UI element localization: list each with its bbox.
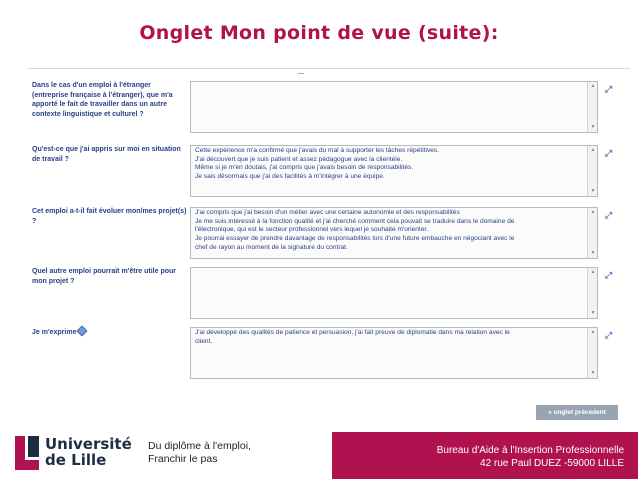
motto	[148, 440, 251, 466]
office-address: 42 rue Paul DUEZ -59000 LILLE	[480, 457, 624, 469]
university-logo	[12, 434, 132, 474]
scroll-down-icon[interactable]: ▼	[590, 250, 596, 256]
answer-line: Cette expérience m'a confirmé que j'avais du mal à supporter les tâches répétitives.	[195, 147, 440, 154]
question-label: Cet emploi a-t-il fait évoluer mon/mes projet(s) ?	[32, 208, 187, 225]
answer-line: J'ai développé des qualités de patience et persuasion, j'ai fait preuve de diplomatie dans ma relation avec le	[195, 329, 510, 336]
answer-textarea-other-job[interactable]	[190, 267, 598, 319]
scroll-down-icon[interactable]: ▼	[590, 310, 596, 316]
expand-icon[interactable]: ⤢	[604, 210, 613, 220]
textarea-scrollbar[interactable]	[587, 268, 597, 318]
expand-icon[interactable]: ⤢	[604, 330, 613, 340]
textarea-scrollbar[interactable]	[587, 82, 597, 132]
expand-icon[interactable]: ⤢	[604, 270, 613, 280]
answer-line: Je me suis intéressé à la fonction qualité et j'ai cherché comment cela pouvait se traduire dans le domaine de	[195, 217, 515, 225]
logo-line-2: de Lille	[45, 451, 107, 469]
answer-line: Je sais désormais que j'ai des facilités à m'intégrer à une équipe.	[195, 173, 385, 181]
answer-line: J'ai découvert que je suis patient et assez pédagogue avec la clientèle.	[195, 155, 403, 163]
university-logo-icon	[12, 434, 42, 472]
question-label: Qu'est-ce que j'ai appris sur moi en situation de travail ?	[32, 146, 181, 163]
textarea-scrollbar[interactable]	[587, 146, 597, 196]
answer-line: chef de rayon au moment de la signature du contrat.	[195, 243, 348, 251]
answer-line: Même si je m'en doutais, j'ai compris que j'avais besoin de responsabilités.	[195, 164, 414, 172]
question-label-text: Je m'exprime	[32, 329, 77, 336]
office-banner	[332, 432, 638, 479]
scroll-down-icon[interactable]: ▼	[590, 188, 596, 194]
info-icon[interactable]	[77, 325, 88, 336]
answer-line: J'ai compris que j'ai besoin d'un métier avec une certaine autonomie et des responsabilités	[195, 209, 460, 216]
scroll-up-icon[interactable]: ▲	[590, 83, 596, 89]
scroll-down-icon[interactable]: ▼	[590, 370, 596, 376]
scroll-down-icon[interactable]: ▼	[590, 124, 596, 130]
motto-line-1: Du diplôme à l'emploi,	[148, 440, 251, 452]
scroll-up-icon[interactable]: ▲	[590, 329, 596, 335]
expand-icon[interactable]: ⤢	[604, 148, 613, 158]
office-name: Bureau d'Aide à l'Insertion Professionnelle	[436, 445, 624, 456]
answer-textarea-learned[interactable]	[190, 145, 598, 197]
previous-tab-button[interactable]: « onglet précédent	[536, 405, 618, 420]
textarea-scrollbar[interactable]	[587, 208, 597, 258]
question-label: Quel autre emploi pourrait m'être utile pour mon projet ?	[32, 268, 177, 285]
footer	[0, 432, 638, 479]
logo-line-1: Université	[45, 435, 132, 453]
scroll-up-icon[interactable]: ▲	[590, 147, 596, 153]
scroll-up-icon[interactable]: ▲	[590, 209, 596, 215]
divider	[298, 73, 304, 74]
expand-icon[interactable]: ⤢	[604, 84, 613, 94]
answer-textarea-abroad[interactable]	[190, 81, 598, 133]
answer-textarea-express[interactable]	[190, 327, 598, 379]
answer-line: l'électronique, qui est le secteur professionnel vers lequel je souhaite m'orienter.	[195, 226, 429, 234]
university-name	[45, 436, 132, 468]
answer-textarea-project[interactable]	[190, 207, 598, 259]
question-label	[32, 327, 188, 338]
answer-line: Je pourrai essayer de prendre davantage de responsabilités lors d'une future embauche en négociant avec le	[195, 235, 515, 243]
motto-line-2: Franchir le pas	[148, 453, 218, 465]
scroll-up-icon[interactable]: ▲	[590, 269, 596, 275]
form-screenshot	[28, 68, 630, 428]
slide-title: Onglet Mon point de vue (suite):	[139, 22, 499, 44]
textarea-scrollbar[interactable]	[587, 328, 597, 378]
question-label: Dans le cas d'un emploi à l'étranger (entreprise française à l'étranger), que m'a apporté le fait de travailler dans un autre contexte linguistique et culturel ?	[32, 82, 173, 118]
answer-line: client.	[195, 337, 213, 345]
